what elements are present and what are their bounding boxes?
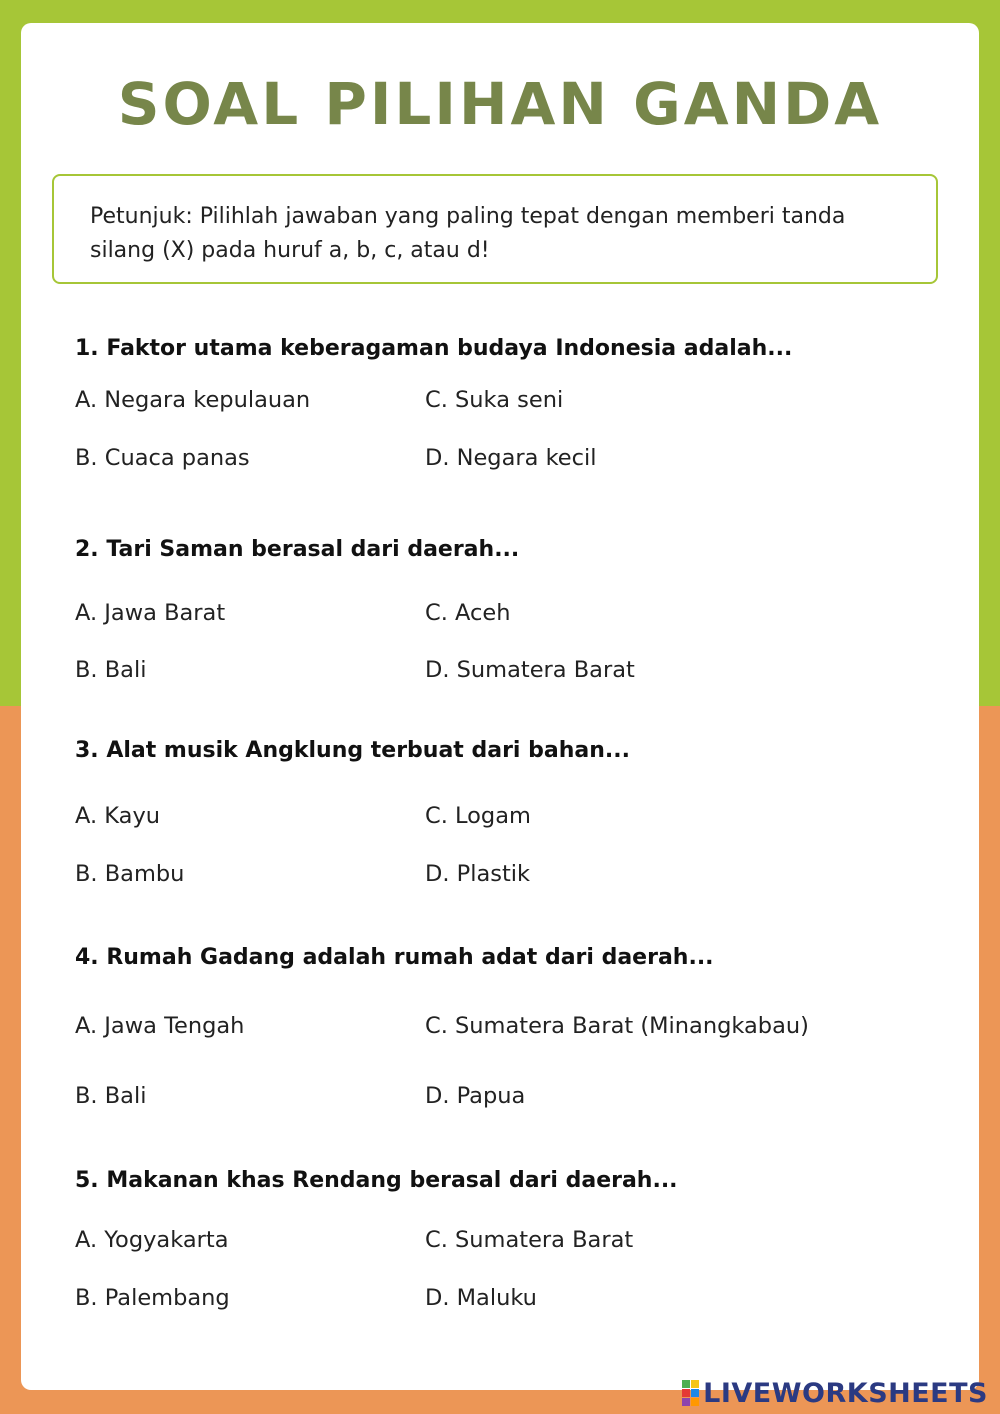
q3-option-a[interactable]: A. Kayu bbox=[75, 803, 161, 829]
q3-option-c[interactable]: C. Logam bbox=[425, 803, 531, 829]
q2-option-c[interactable]: C. Aceh bbox=[425, 600, 511, 626]
instruction-box: Petunjuk: Pilihlah jawaban yang paling tepat dengan memberi tanda silang (X) pada huruf a, b, c, atau d! bbox=[52, 174, 938, 284]
q2-option-b[interactable]: B. Bali bbox=[75, 657, 147, 683]
question-2: 2. Tari Saman berasal dari daerah... bbox=[75, 537, 520, 562]
q5-option-c[interactable]: C. Sumatera Barat bbox=[425, 1227, 634, 1253]
brand-text: LIVEWORKSHEETS bbox=[703, 1377, 988, 1409]
q1-option-c[interactable]: C. Suka seni bbox=[425, 387, 564, 413]
q4-option-a[interactable]: A. Jawa Tengah bbox=[75, 1013, 245, 1039]
liveworksheets-logo-icon bbox=[682, 1380, 699, 1406]
question-1: 1. Faktor utama keberagaman budaya Indonesia adalah... bbox=[75, 336, 793, 361]
q1-option-a[interactable]: A. Negara kepulauan bbox=[75, 387, 311, 413]
question-3: 3. Alat musik Angklung terbuat dari bahan... bbox=[75, 738, 630, 763]
liveworksheets-branding[interactable] bbox=[682, 1378, 988, 1408]
q1-option-d[interactable]: D. Negara kecil bbox=[425, 445, 597, 471]
question-4: 4. Rumah Gadang adalah rumah adat dari daerah... bbox=[75, 945, 714, 970]
q3-option-d[interactable]: D. Plastik bbox=[425, 861, 531, 887]
q2-option-d[interactable]: D. Sumatera Barat bbox=[425, 657, 635, 683]
question-5: 5. Makanan khas Rendang berasal dari daerah... bbox=[75, 1168, 678, 1193]
page-title: SOAL PILIHAN GANDA bbox=[117, 70, 883, 138]
q5-option-d[interactable]: D. Maluku bbox=[425, 1285, 537, 1311]
q4-option-b[interactable]: B. Bali bbox=[75, 1083, 147, 1109]
q3-option-b[interactable]: B. Bambu bbox=[75, 861, 185, 887]
q1-option-b[interactable]: B. Cuaca panas bbox=[75, 445, 250, 471]
q5-option-b[interactable]: B. Palembang bbox=[75, 1285, 230, 1311]
q2-option-a[interactable]: A. Jawa Barat bbox=[75, 600, 226, 626]
q5-option-a[interactable]: A. Yogyakarta bbox=[75, 1227, 229, 1253]
q4-option-c[interactable]: C. Sumatera Barat (Minangkabau) bbox=[425, 1013, 809, 1039]
q4-option-d[interactable]: D. Papua bbox=[425, 1083, 526, 1109]
